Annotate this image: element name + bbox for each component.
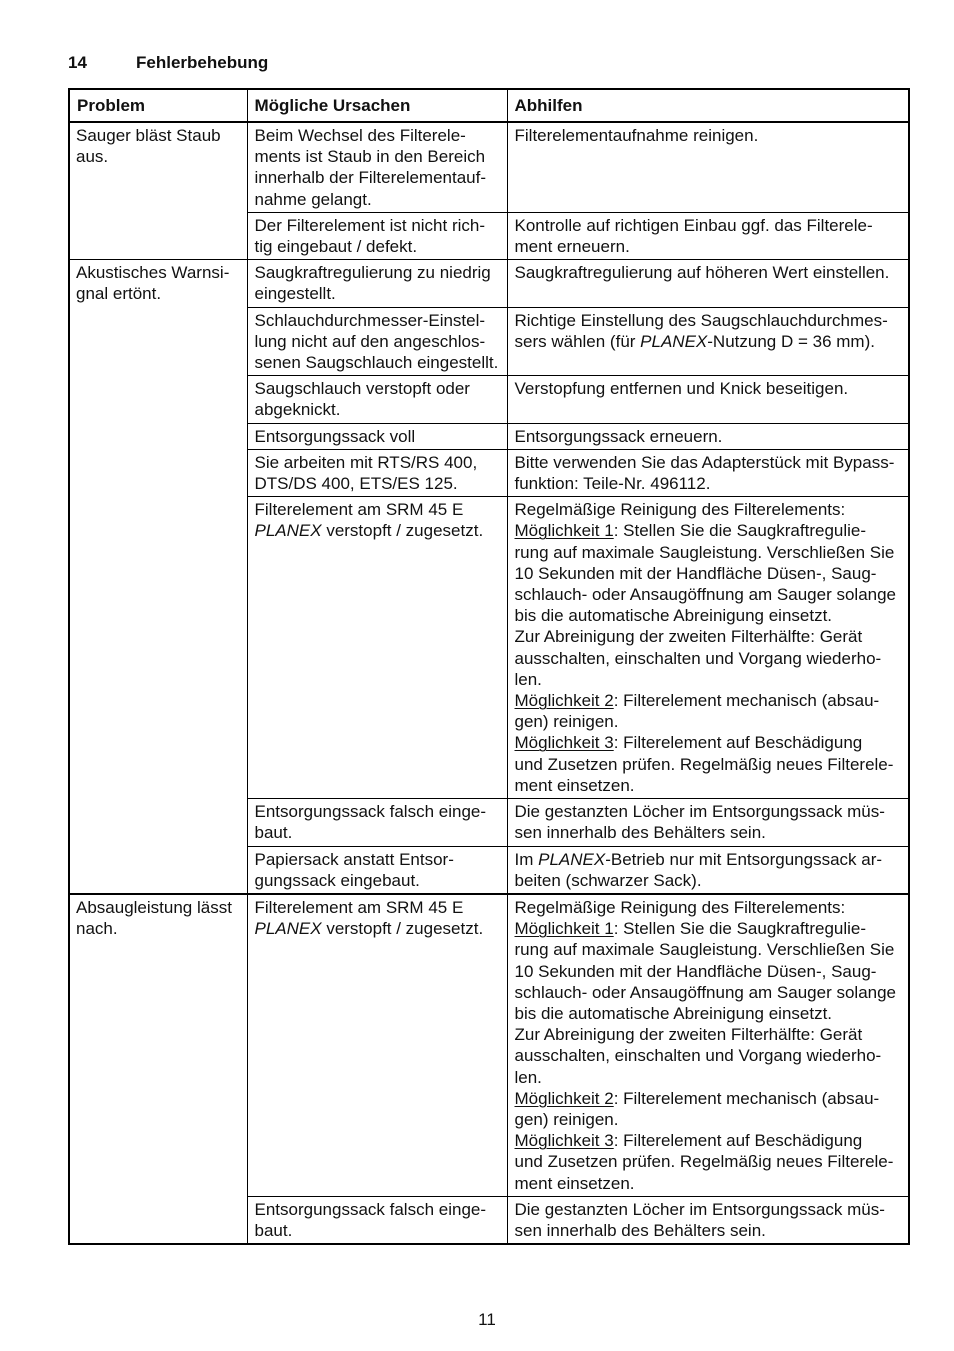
text-line: Bitte verwenden Sie das Adapterstück mit Bypass- (514, 452, 895, 472)
table-row (69, 894, 909, 1196)
text-line: bis die automatische Abreinigung einsetzt. (514, 606, 833, 626)
text-line: baut. (254, 1220, 293, 1240)
remedy-cell (507, 497, 909, 799)
text-line: innerhalb der Filterelementauf- (254, 168, 487, 188)
text-line: ment einsetzen. (514, 775, 635, 795)
text-line: Saugkraftregulierung auf höheren Wert einstellen. (514, 263, 890, 283)
problem-cell (69, 260, 247, 894)
text-line (515, 690, 905, 711)
text-segment: : Stellen Sie die Saugkraftregulie- (613, 521, 867, 541)
cause-cell (247, 799, 507, 846)
text-line: gen) reinigen. (514, 712, 619, 732)
text-segment: : Filterelement mechanisch (absau- (613, 1088, 880, 1108)
problem-group (69, 122, 909, 260)
text-line: Papiersack anstatt Entsor- (254, 849, 454, 869)
cause-cell (247, 497, 507, 799)
remedy-cell (507, 846, 909, 894)
column-header-remedies: Abhilfen (507, 89, 909, 122)
text-line (515, 1088, 905, 1109)
option-label: Möglichkeit 1 (514, 521, 614, 541)
text-segment: : Stellen Sie die Saugkraftregulie- (613, 919, 867, 939)
cause-cell (247, 449, 507, 496)
remedy-cell (507, 307, 909, 376)
cause-cell (247, 307, 507, 376)
problem-group (69, 894, 909, 1244)
text-line: tig eingebaut / defekt. (254, 237, 418, 257)
text-line: DTS/DS 400, ETS/ES 125. (254, 474, 458, 494)
text-line: ment einsetzen. (514, 1173, 635, 1193)
text-line (255, 918, 503, 939)
text-segment: : Filterelement mechanisch (absau- (613, 691, 880, 711)
text-line: gungssack eingebaut. (254, 870, 420, 890)
remedy-cell (507, 894, 909, 1196)
text-line: Die gestanzten Löcher im Entsorgungssack müs- (514, 802, 885, 822)
text-line: nach. (76, 919, 118, 939)
section-number: 14 (68, 53, 87, 72)
cause-cell (247, 260, 507, 307)
text-line: Richtige Einstellung des Saugschlauchdurchmes- (514, 310, 888, 330)
option-label: Möglichkeit 2 (514, 1088, 614, 1108)
text-segment: Im (514, 849, 539, 869)
text-line: eingestellt. (254, 284, 336, 304)
column-header-causes: Mögliche Ursachen (247, 89, 507, 122)
text-line: gen) reinigen. (514, 1109, 619, 1129)
text-line: Die gestanzten Löcher im Entsorgungssack müs- (514, 1199, 885, 1219)
option-label: Möglichkeit 1 (514, 919, 614, 939)
text-line: Der Filterelement ist nicht rich- (254, 215, 486, 235)
text-line: Regelmäßige Reinigung des Filterelements: (514, 500, 846, 520)
text-line: beiten (schwarzer Sack). (514, 870, 702, 890)
remedy-cell (507, 449, 909, 496)
text-line: 10 Sekunden mit der Handfläche Düsen-, Saug- (514, 563, 877, 583)
text-line: Saugschlauch verstopft oder (254, 379, 470, 399)
text-line: gnal ertönt. (76, 284, 162, 304)
text-line: schlauch- oder Ansaugöffnung am Sauger solange (514, 982, 897, 1002)
text-line: Zur Abreinigung der zweiten Filterhälfte: Gerät (514, 627, 863, 647)
text-line (515, 849, 905, 870)
cause-cell (247, 423, 507, 449)
cause-cell (247, 212, 507, 259)
troubleshooting-table (68, 88, 910, 1245)
cause-cell (247, 846, 507, 894)
text-line (515, 331, 905, 352)
remedy-cell (507, 799, 909, 846)
text-line: funktion: Teile-Nr. 496112. (514, 474, 711, 494)
text-line: bis die automatische Abreinigung einsetzt. (514, 1003, 833, 1023)
text-segment: verstopft / zugesetzt. (321, 919, 484, 939)
product-name: PLANEX (538, 849, 606, 869)
remedy-cell (507, 260, 909, 307)
text-line: sen innerhalb des Behälters sein. (514, 1220, 766, 1240)
cause-cell (247, 122, 507, 212)
text-line (515, 918, 905, 939)
option-label: Möglichkeit 3 (514, 1131, 614, 1151)
product-name: PLANEX (254, 521, 322, 541)
text-line: Entsorgungssack voll (254, 426, 416, 446)
text-line: ment erneuern. (514, 237, 630, 257)
product-name: PLANEX (254, 919, 322, 939)
text-line: ments ist Staub in den Bereich (254, 147, 486, 167)
text-line: Filterelement am SRM 45 E (254, 500, 464, 520)
text-line: schlauch- oder Ansaugöffnung am Sauger solange (514, 585, 897, 605)
product-name: PLANEX (640, 331, 708, 351)
text-segment: sers wählen (für (514, 331, 641, 351)
remedy-cell (507, 122, 909, 212)
text-line: Kontrolle auf richtigen Einbau ggf. das Filterele- (514, 215, 873, 235)
cause-cell (247, 1196, 507, 1244)
text-line: Sie arbeiten mit RTS/RS 400, (254, 452, 478, 472)
text-line: aus. (76, 147, 109, 167)
remedy-cell (507, 212, 909, 259)
text-line: senen Saugschlauch eingestellt. (254, 353, 499, 373)
text-line (515, 732, 905, 753)
text-line: Entsorgungssack falsch einge- (254, 1199, 487, 1219)
section-title: Fehlerbehebung (136, 53, 269, 72)
text-line: ausschalten, einschalten und Vorgang wiederho- (514, 648, 882, 668)
text-line: Sauger bläst Staub (76, 126, 221, 145)
problem-cell (69, 122, 247, 260)
text-line (255, 520, 503, 541)
text-line: rung auf maximale Saugleistung. Verschließen Sie (514, 542, 895, 562)
text-line: Verstopfung entfernen und Knick beseitigen. (514, 379, 849, 399)
text-line: Beim Wechsel des Filterele- (254, 126, 466, 145)
text-line: Regelmäßige Reinigung des Filterelements: (514, 897, 846, 917)
remedy-cell (507, 423, 909, 449)
page-number: 11 (478, 1310, 496, 1329)
column-header-problem: Problem (69, 89, 247, 122)
text-segment: -Nutzung D = 36 mm). (707, 331, 875, 351)
text-segment: : Filterelement auf Beschädigung (613, 1131, 863, 1151)
text-line: lung nicht auf den angeschlos- (254, 331, 486, 351)
remedy-cell (507, 1196, 909, 1244)
text-line: Filterelementaufnahme reinigen. (514, 126, 759, 145)
text-line: Schlauchdurchmesser-Einstel- (254, 310, 486, 330)
text-segment: -Betrieb nur mit Entsorgungssack ar- (605, 849, 883, 869)
table-header-row (69, 89, 909, 122)
text-line: Saugkraftregulierung zu niedrig (254, 263, 491, 283)
problem-cell (69, 894, 247, 1244)
option-label: Möglichkeit 3 (514, 733, 614, 753)
text-line (515, 520, 905, 541)
section-heading (0, 52, 954, 73)
text-line: und Zusetzen prüfen. Regelmäßig neues Filterele- (514, 1152, 894, 1172)
text-line: baut. (254, 823, 293, 843)
text-line: ausschalten, einschalten und Vorgang wiederho- (514, 1046, 882, 1066)
text-line: abgeknickt. (254, 400, 341, 420)
text-segment: : Filterelement auf Beschädigung (613, 733, 863, 753)
cause-cell (247, 894, 507, 1196)
text-line: Entsorgungssack erneuern. (514, 426, 723, 446)
text-line: 10 Sekunden mit der Handfläche Düsen-, Saug- (514, 961, 877, 981)
text-line: len. (514, 669, 542, 689)
text-segment: verstopft / zugesetzt. (321, 521, 484, 541)
text-line: Akustisches Warnsi- (76, 263, 230, 283)
table-row (69, 122, 909, 212)
remedy-cell (507, 376, 909, 423)
text-line: nahme gelangt. (254, 189, 372, 209)
text-line: Zur Abreinigung der zweiten Filterhälfte: Gerät (514, 1025, 863, 1045)
cause-cell (247, 376, 507, 423)
text-line: Entsorgungssack falsch einge- (254, 802, 487, 822)
text-line: len. (514, 1067, 542, 1087)
table-row (69, 260, 909, 307)
option-label: Möglichkeit 2 (514, 691, 614, 711)
text-line: rung auf maximale Saugleistung. Verschließen Sie (514, 940, 895, 960)
text-line: Filterelement am SRM 45 E (254, 897, 464, 917)
text-line: sen innerhalb des Behälters sein. (514, 823, 766, 843)
problem-group (69, 260, 909, 894)
text-line (515, 1130, 905, 1151)
text-line: und Zusetzen prüfen. Regelmäßig neues Filterele- (514, 754, 894, 774)
text-line: Absaugleistung lässt (76, 897, 232, 917)
